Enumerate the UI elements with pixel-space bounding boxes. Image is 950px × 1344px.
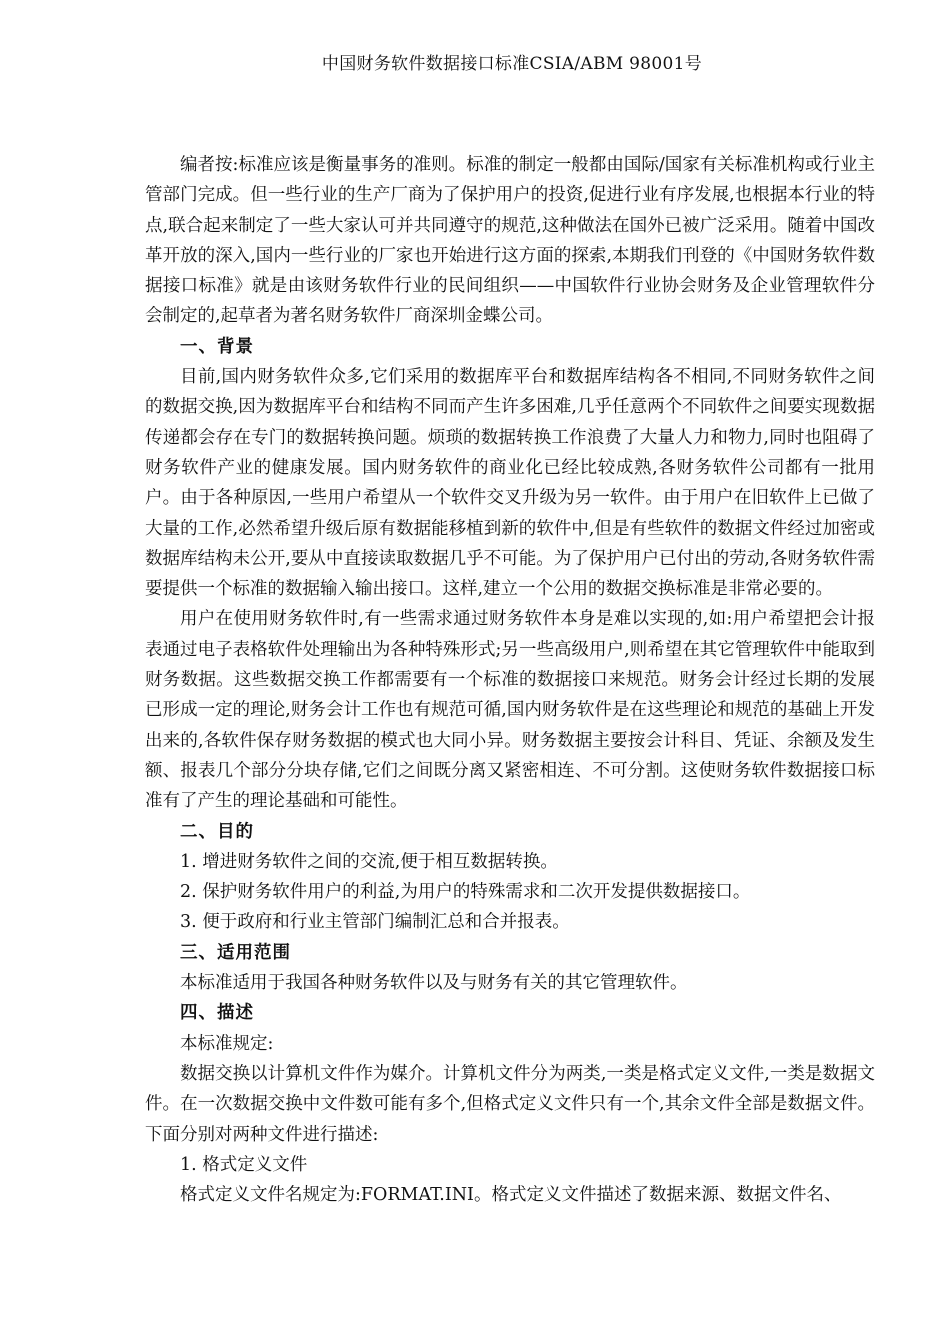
section-heading-purpose: 二、目的 xyxy=(180,821,254,842)
description-paragraph-1: 数据交换以计算机文件作为媒介。计算机文件分为两类,一类是格式定义文件,一类是数据文件。在一次数据交换中文件数可能有多个,但格式定义文件只有一个,其余文件全部是数据文件。下面分别对两种文件进行描述: xyxy=(145,1063,875,1145)
section-heading-description: 四、描述 xyxy=(180,1003,254,1024)
background-paragraph-1: 目前,国内财务软件众多,它们采用的数据库平台和数据库结构各不相同,不同财务软件之间的数据交换,因为数据库平台和结构不同而产生许多困难,几乎任意两个不同软件之间要实现数据传递都会存在专门的数据转换问题。烦琐的数据转换工作浪费了大量人力和物力,同时也阻碍了财务软件产业的健康发展。国内财务软件的商业化已经比较成熟,各财务软件公司都有一批用户。由于各种原因,一些用户希望从一个软件交叉升级为另一软件。由于用户在旧软件上已做了大量的工作,必然希望升级后原有数据能移植到新的软件中,但是有些软件的数据文件经过加密或数据库结构未公开,要从中直接读取数据几乎不可能。为了保护用户已付出的劳动,各财务软件需要提供一个标准的数据输入输出接口。这样,建立一个公用的数据交换标准是非常必要的。 xyxy=(145,367,875,600)
description-subheading: 1. 格式定义文件 xyxy=(180,1154,308,1175)
purpose-item-2: 2. 保护财务软件用户的利益,为用户的特殊需求和二次开发提供数据接口。 xyxy=(180,882,751,903)
editor-note-paragraph: 编者按:标准应该是衡量事务的准则。标准的制定一般都由国际/国家有关标准机构或行业主管部门完成。但一些行业的生产厂商为了保护用户的投资,促进行业有序发展,也根据本行业的特点,联合起来制定了一些大家认可并共同遵守的规范,这种做法在国外已被广泛采用。随着中国改革开放的深入,国内一些行业的厂家也开始进行这方面的探索,本期我们刊登的《中国财务软件数据接口标准》就是由该财务软件行业的民间组织——中国软件行业协会财务及企业管理软件分会制定的,起草者为著名财务软件厂商深圳金蝶公司。 xyxy=(145,155,875,327)
purpose-item-1: 1. 增进财务软件之间的交流,便于相互数据转换。 xyxy=(180,851,558,872)
document-body xyxy=(145,150,875,1210)
scope-text: 本标准适用于我国各种财务软件以及与财务有关的其它管理软件。 xyxy=(180,973,688,994)
description-intro: 本标准规定: xyxy=(180,1033,274,1054)
document-title: 中国财务软件数据接口标准CSIA/ABM 98001号 xyxy=(321,54,703,74)
section-heading-background: 一、背景 xyxy=(180,336,254,357)
description-paragraph-2: 格式定义文件名规定为:FORMAT.INI。格式定义文件描述了数据来源、数据文件名、 xyxy=(180,1185,842,1206)
section-heading-scope: 三、适用范围 xyxy=(180,942,291,963)
purpose-item-3: 3. 便于政府和行业主管部门编制汇总和合并报表。 xyxy=(180,912,570,933)
background-paragraph-2: 用户在使用财务软件时,有一些需求通过财务软件本身是难以实现的,如:用户希望把会计报表通过电子表格软件处理输出为各种特殊形式;另一些高级用户,则希望在其它管理软件中能取到财务数据。这些数据交换工作都需要有一个标准的数据接口来规范。财务会计经过长期的发展已形成一定的理论,财务会计工作也有规范可循,国内财务软件是在这些理论和规范的基础上开发出来的,各软件保存财务数据的模式也大同小异。财务数据主要按会计科目、凭证、余额及发生额、报表几个部分分块存储,它们之间既分离又紧密相连、不可分割。这使财务软件数据接口标准有了产生的理论基础和可能性。 xyxy=(145,609,875,812)
